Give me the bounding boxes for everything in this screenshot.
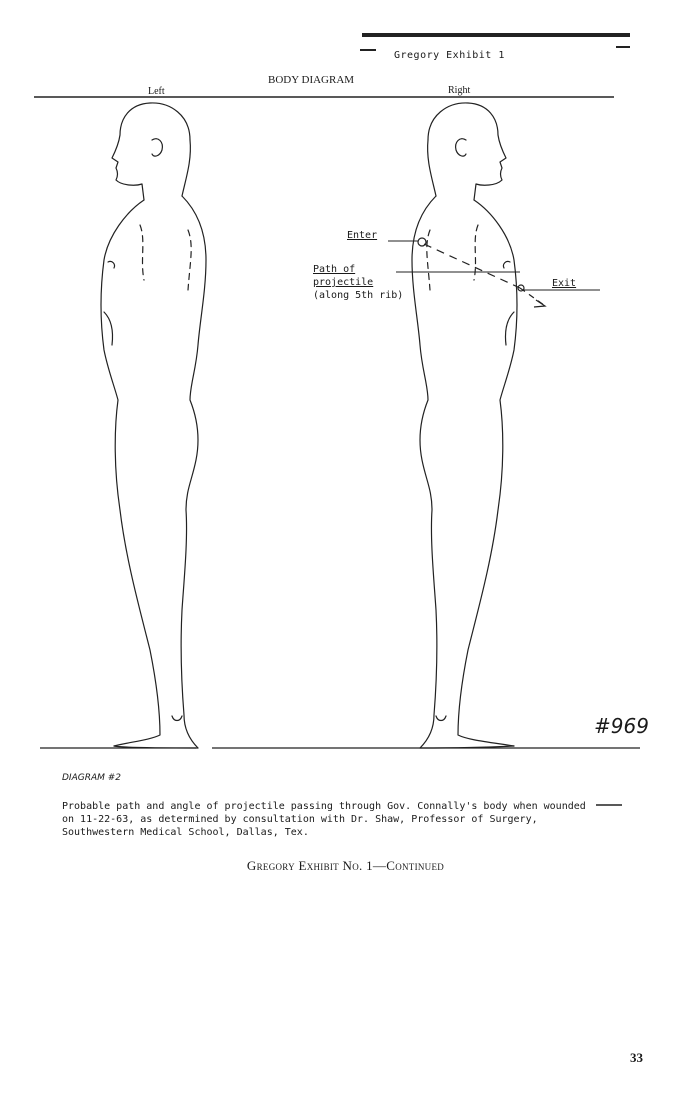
top-redaction-bar	[362, 33, 630, 37]
handwritten-exhibit-number: #969	[594, 714, 649, 738]
path-label-line2: projectile	[313, 277, 374, 288]
exhibit-continued-title: Gregory Exhibit No. 1—Continued	[246, 858, 445, 873]
diagram-title: BODY DIAGRAM	[268, 74, 355, 86]
projectile-path	[424, 244, 545, 307]
exhibit-label: Gregory Exhibit 1	[394, 50, 505, 61]
right-body-figure	[412, 103, 524, 748]
path-label-line1: Path of	[313, 264, 356, 275]
label-left: Left	[148, 86, 165, 97]
exit-label: Exit	[552, 278, 577, 289]
label-right: Right	[448, 85, 471, 96]
diagram-number: DIAGRAM #2	[62, 773, 122, 783]
page-number: 33	[630, 1050, 643, 1065]
left-body-figure	[101, 103, 206, 748]
path-label-line3: (along 5th rib)	[313, 290, 404, 301]
enter-label: Enter	[347, 230, 378, 241]
diagram-caption: Probable path and angle of projectile passing through Gov. Connally's body when wounded on 11-22-63, as determined by consultation with Dr. Shaw, Professor of Surgery, Southwestern Medical School, Dallas, Tex.	[62, 801, 586, 838]
